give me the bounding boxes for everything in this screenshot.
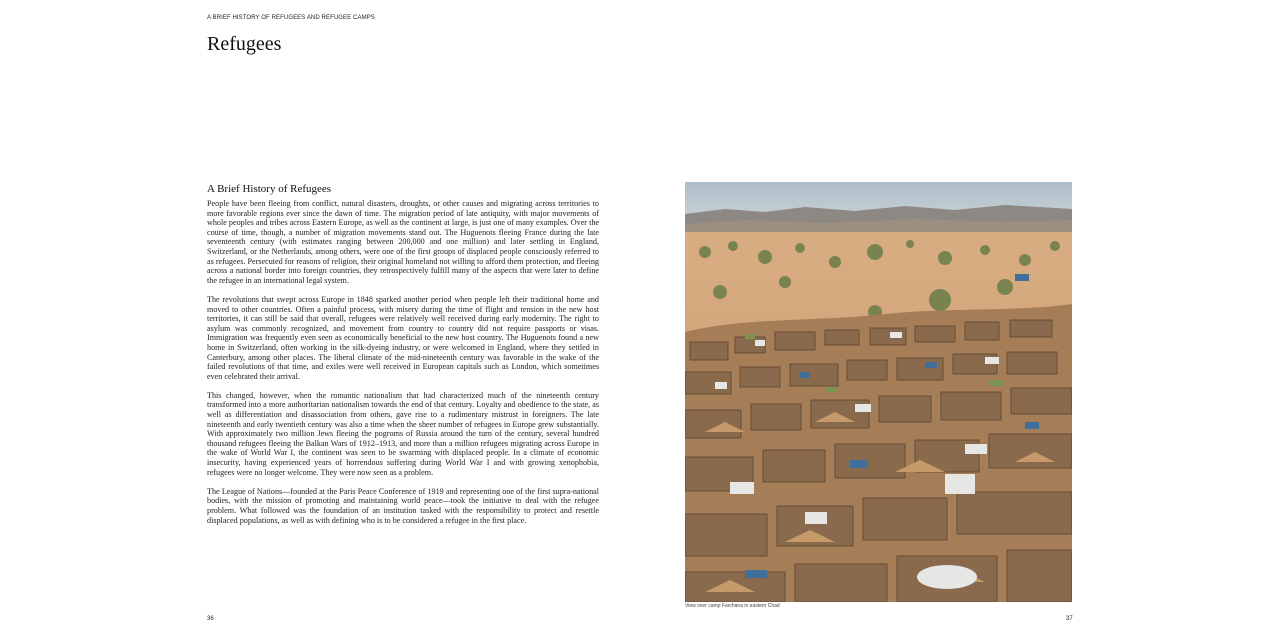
page-title: Refugees xyxy=(207,33,282,55)
running-head: A BRIEF HISTORY OF REFUGEES AND REFUGEE CAMPS xyxy=(207,15,375,21)
paragraph-1: People have been fleeing from conflict, natural disasters, droughts, or other causes and migrating across territories to more favorable regions ever since the dawn of time. The migration period of late antiquity, with major movements of whole peoples and tribes across Eastern Europe, as well as the continent at large, is just one of many examples. Over the course of time, though, a number of migration movements stand out. The Huguenots fleeing France during the late seventeenth century (with estimates ranging between 200,000 and one million) and later settling in England, Switzerland, or the Netherlands, among others, were one of the first groups of displaced people consciously referred to as refugees. Persecuted for reasons of religion, their original homeland not willing to afford them protection, and fleeing across a national border into foreign countries, they retrospectively fulfill many of the aspects that were later to define the refugee in an international legal system. xyxy=(207,199,599,285)
paragraph-4: The League of Nations—founded at the Paris Peace Conference of 1919 and representing one of the first supra-national bodies, with the mission of promoting and maintaining world peace—took the initiative to deal with the refugee problem. What followed was the foundation of an institution tasked with the responsibility to protect and resettle displaced populations, as well as with defining who is to be considered a refugee in the first place. xyxy=(207,486,599,525)
section-title: A Brief History of Refugees xyxy=(207,183,332,195)
camp-photo xyxy=(685,182,1072,602)
paragraph-3: This changed, however, when the romantic nationalism that had characterized much of the nineteenth century transformed into a more authoritarian nationalism towards the end of that century. Loyalty and obedience to the state, as well as differentiation and disassociation from others, gave rise to a rudimentary mistrust in foreigners. The late nineteenth and early twentieth century was also a time when the sheer number of refugees in Europe grew substantially. With approximately two million Jews fleeing the pogroms of Russia around the turn of the century, several hundred thousand refugees fleeing the Balkan Wars of 1912–1913, and more than a million refugees migrating across Europe in the wake of World War I, the continent was seen to be swarming with displaced people. In a climate of economic insecurity, having experienced years of horrendous suffering during World War I and with growing xenophobia, refugees were no longer welcome. They were now seen as a problem. xyxy=(207,390,599,477)
body-text xyxy=(207,199,599,535)
paragraph-2: The revolutions that swept across Europe in 1848 sparked another period when people left their traditional home and moved to other countries. Often a painful process, with misery during the time of flight and tension in the new host territories, it can still be said that overall, refugees were relatively well received during early modernity. The right to asylum was commonly recognized, and movement from country to country did not require passports or visas. Immigration was frequently even seen as economically beneficial to the new host country. The Huguenots found a new home in Switzerland, often working in the silk-dyeing industry, or were welcomed in England, where they settled in Canterbury, among other places. The liberal climate of the mid-nineteenth century was favorable in the wake of the failed revolutions of that time, and exiles were well received in European capitals such as London, which sometimes even celebrated their arrival. xyxy=(207,294,599,381)
page-number-left: 36 xyxy=(207,616,214,622)
page-number-right: 37 xyxy=(1066,616,1073,622)
photo-caption: View over camp Farchana in eastern Chad xyxy=(685,603,780,609)
camp-photo-illustration xyxy=(685,182,1072,602)
